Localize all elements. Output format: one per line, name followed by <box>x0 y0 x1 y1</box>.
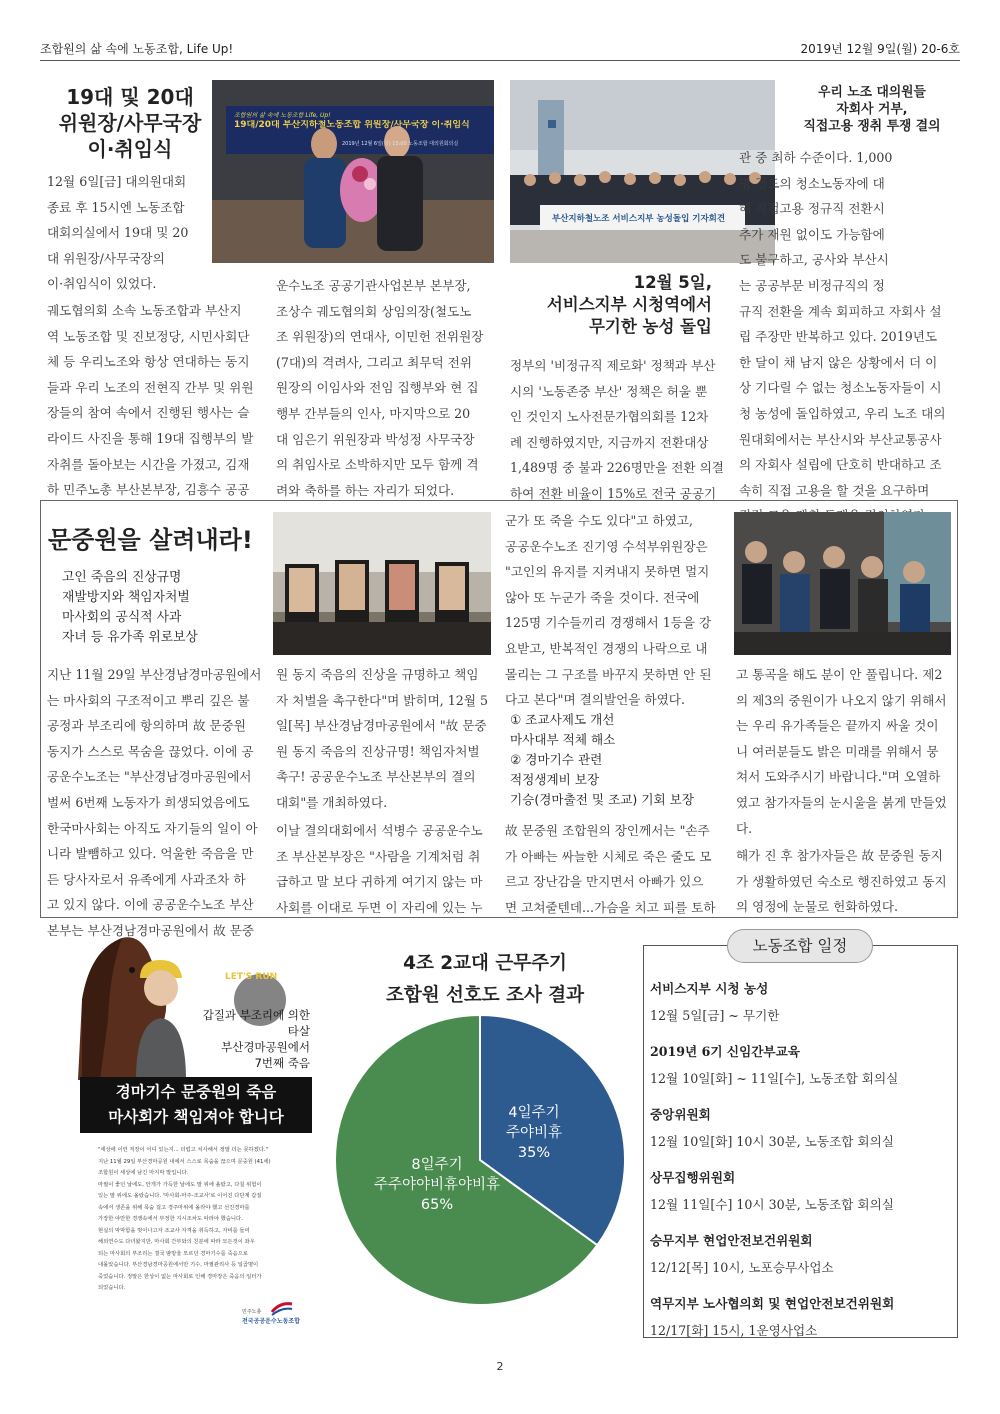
schedule-item-detail: 12월 10일[화] ~ 11일[수], 노동조합 회의실 <box>650 1071 899 1086</box>
article1-title-line: 19대 및 20대 <box>66 85 194 109</box>
schedule-item-title: 2019년 6기 신임간부교육 <box>650 1044 800 1059</box>
march-photo <box>273 512 491 655</box>
sidebar-line: 우리 노조 대의원들 <box>818 85 926 100</box>
schedule-item-detail: 12/17[화] 15시, 1운영사업소 <box>650 1323 818 1338</box>
schedule-item-title: 상무집행위원회 <box>650 1170 736 1185</box>
reform-item: 적정생계비 보장 <box>510 772 600 787</box>
demands-list <box>62 568 262 648</box>
article3-para4: 군가 또 죽을 수도 있다"고 하였고, 공공운수노조 진기영 수석부위원장은 "고인의 유지를 지켜내지 못하면 멀지 않아 또 누군가 죽을 것이다. 전국에 125명 기수들끼리 경쟁해서 1등을 강 요받고, 반복적인 경쟁의 나락으로 내 몰리는 그 구조를 바꾸지 못하면 안 된 다고 본다"며 결의발언을 하였다. <box>505 513 712 708</box>
poster-headline-line: 마사회가 책임져야 합니다 <box>108 1108 284 1126</box>
article3-para5: 故 문중원 조합원의 장인께서는 "손주 가 아빠는 싸늘한 시체로 죽은 줄도 모 르고 장난감을 만지면서 아빠가 있으 면 고쳐줄텐데...가슴을 치고 피를 토하 <box>505 823 716 915</box>
schedule-item <box>650 978 950 1041</box>
slice-label-value: 35% <box>517 1145 551 1161</box>
schedule-item <box>650 1041 950 1104</box>
article2-para2: 관 중 최하 수준이다. 1,000 명 정도의 청소노동자에 대 해 직접고용 정규직 전환시 추가 재원 없이도 가능함에 도 불구하고, 공사와 부산시 는 공공부문 비정규직의 정 규직 전환을 계속 회피하고 자회사 설 립 주장만 반복하고 있다. 2019년도 한 달이 채 남지 않은 상황에서 더 이 상 기다릴 수 없는 청소노동자들이 시 청 농성에 돌입하였고, 우리 노조 대의 원대회에서는 부산시와 부산교통공사 의 자회사 설립에 단호히 반대하고 조 속히 직접 고용을 할 것을 요구하며 <box>739 150 946 498</box>
article3-title: 문중원을 살려내라! <box>48 526 253 554</box>
newsletter-slogan: 조합원의 삶 속에 노동조합, Life Up! <box>40 42 234 56</box>
article1-para1: 12월 6일[금] 대의원대회 종료 후 15시엔 노동조합 대회의실에서 19대 및 20 대 위원장/사무국장의 이·취임식이 있었다. <box>47 174 189 292</box>
march-photo-image <box>273 512 491 655</box>
poster-body-line: 해외연수도 다녀왔지만, 마사회 간부와의 친분에 따라 모든것이 좌우 <box>98 1239 255 1245</box>
slice-label-8day <box>362 1155 512 1215</box>
poster-body <box>98 1145 328 1295</box>
schedule-item-detail: 12월 10일[화] 10시 30분, 노동조합 회의실 <box>650 1134 894 1149</box>
photo-banner-main: 19대/20대 부산지하철노동조합 위원장/사무국장 이·취임식 <box>234 120 470 130</box>
article3-para7: 해가 진 후 참가자들은 故 문중원 동지 가 생활하였던 숙소로 행진하였고 동지 의 영정에 눈물로 헌화하였다. <box>736 848 947 915</box>
schedule-item-title: 역무지부 노사협의회 및 현업안전보건위원회 <box>650 1296 895 1311</box>
slice-label-line: 주주야야비휴야비휴 <box>373 1177 501 1193</box>
union-logo-mark <box>270 1300 294 1316</box>
schedule-item-detail: 12월 5일[금] ~ 무기한 <box>650 1008 780 1023</box>
poster-body-line: 속에서 생존을 위해 목숨 걸고 경주마위에 올라야 했고 선진경마를 <box>98 1204 250 1211</box>
survey-title-line: 4조 2교대 근무주기 <box>403 953 567 974</box>
photo-banner-small: 조합원의 삶 속에 노동조합 Life, Up! <box>234 112 331 119</box>
issue-date: 2019년 12월 9일(월) 20-6호 <box>800 42 960 56</box>
article2-title <box>512 272 712 338</box>
poster-caption-line: 7번째 죽음 <box>254 1056 310 1070</box>
poster-body-line: 조합원이 세상에 남긴 마지막 말입니다. <box>98 1170 189 1176</box>
slice-label-value: 65% <box>420 1197 454 1213</box>
union-logo-name: 전국공공운수노동조합 <box>242 1318 300 1325</box>
article1-title-line: 이·취임식 <box>87 137 173 161</box>
memorial-poster <box>60 930 330 1330</box>
article1-title <box>55 84 205 162</box>
header-divider <box>40 60 960 61</box>
survey-title <box>355 948 615 1012</box>
slice-label-line: 주야비휴 <box>505 1125 563 1141</box>
poster-headline-line: 경마기수 문중원의 죽음 <box>115 1083 277 1101</box>
reform-item: ② 경마기수 관련 <box>510 752 603 767</box>
poster-body-line: 현실의 막막함을 벗어나고자 조교사 자격을 취득하고, 자비를 들여 <box>98 1227 250 1234</box>
article2-sidebar <box>782 84 962 135</box>
demand-item: 고인 죽음의 진상규명 <box>62 570 182 585</box>
reform-item: 기승(경마출전 및 조교) 기회 보장 <box>510 792 694 807</box>
poster-headline <box>80 1077 312 1133</box>
photo-banner-date: 2019년 12월 6일(금) 15:00 노동조합 대의원회의실 <box>342 141 459 147</box>
schedule-item-title: 중앙위원회 <box>650 1107 711 1122</box>
reform-item: 마사대부 적체 해소 <box>510 732 616 747</box>
poster-body-line: 되었습니다. <box>98 1285 126 1291</box>
article3-para6: 고 통곡을 해도 분이 안 풀립니다. 제2 의 제3의 중원이가 나오지 않기 위해서 는 우리 유가족들은 끝까지 싸울 것이 니 여러분들도 밝은 미래를 위해서 뭉 쳐서 도와주시기 바랍니다."며 오열하 였고 참가자들의 눈시울을 붉게 만들었 다. <box>736 667 947 836</box>
article1-para3: 운수노조 공공기관사업본부 본부장, 조상수 궤도협의회 상임의장(철도노 조 위원장)의 연대사, 이민헌 전위원장 (7대)의 격려사, 그리고 최무덕 전위 원장의 이임사와 전임 집행부와 현 집 행부 간부들의 인사, 마지막으로 20 대 임은기 위원장과 박성정 사무국장 의 취임사로 소박하지만 모두 함께 격 려와 축하를 하는 자리가 되었다. <box>276 278 484 498</box>
strike-photo <box>510 80 775 263</box>
article3-para2: 원 동지 죽음의 진상을 규명하고 책임 자 처벌을 촉구한다"며 밝히며, 12월 5 일[목] 부산경남경마공원에서 "故 문중 원 동지 죽음의 진상규명! 책임자처벌 촉구! 공공운수노조 부산본부의 결의 대회"를 개최하였다. <box>276 667 489 810</box>
poster-body-line: 지난 11월 29일 부산경마공원 내에서 스스로 목숨을 끊으며 문중원 (41세) <box>98 1158 271 1165</box>
slice-label-line: 4일주기 <box>508 1105 560 1121</box>
sidebar-line: 자회사 거부, <box>836 102 908 117</box>
memorial-photo <box>734 512 951 655</box>
schedule-item <box>650 1293 950 1356</box>
schedule-title: 노동조합 일정 <box>727 929 873 963</box>
schedule-item <box>650 1230 950 1293</box>
article2-title-line: 서비스지부 시청역에서 <box>546 295 712 314</box>
poster-caption <box>190 1007 310 1071</box>
memorial-photo-image <box>734 512 951 655</box>
article2-para1: 정부의 '비정규직 제로화' 정책과 부산 시의 '노동존중 부산' 정책은 허울 뿐 인 것인지 노사전문가협의회를 12차 례 진행하였지만, 지금까지 전환대상 1,489명 중 불과 226명만을 전환 의결 하여 전환 비율이 15%로 전국 공공기 <box>510 358 724 501</box>
demand-item: 마사회의 공식적 사과 <box>62 610 182 625</box>
poster-body-line: 죽었습니다. 정말은 한상이 없는 마사회로 인해 경마장은 죽음의 일터가 <box>98 1273 262 1280</box>
union-logo-small: 민주노총 <box>242 1309 262 1315</box>
schedule-item <box>650 1104 950 1167</box>
article3-para1: 지난 11월 29일 부산경남경마공원에서 는 마사회의 구조적이고 뿌리 깊은 불 공정과 부조리에 항의하며 故 문중원 동지가 스스로 목숨을 끊었다. 이에 공 공운수노조는 "부산경남경마공원에서 벌써 6번째 노동자가 희생되었음에도 한국마사회는 아직도 자기들의 일이 아 니라 발뺌하고 있다. 억울한 죽음을 만 든 당사자로서 유족에게 사과조차 하 고 있지 않다. 이에 공공운수노조 부산 본부는 부산경남경마공원에서 故 문중 <box>47 667 262 938</box>
article1-para2: 궤도협의회 소속 노동조합과 부산지 역 노동조합 및 진보정당, 시민사회단 체 등 우리노조와 항상 연대하는 동지 들과 우리 노조의 전현직 간부 및 위원 장들의 참여 속에서 진행된 행사는 슬 라이드 사진을 통해 19대 집행부의 발 자취를 돌아보는 시간을 가졌고, 김재 하 민주노총 부산본부장, 김흥수 공공 <box>47 303 254 498</box>
poster-body-line: 있는 말 위에도 올랐습니다. '마사회-마주-조교사'로 이어진 다단계 갑질 <box>98 1193 262 1199</box>
strike-banner: 부산지하철노조 서비스지부 농성돌입 기자회견 <box>552 214 726 224</box>
poster-body-line: 내몰았습니다. 부산경남경마공원에서만 기수, 마필관리사 등 일곱명이 <box>98 1262 259 1268</box>
demand-item: 자녀 등 유가족 위로보상 <box>62 630 198 645</box>
article1-title-line: 위원장/사무국장 <box>58 111 202 135</box>
strike-photo-image <box>510 80 775 263</box>
sidebar-line: 직접고용 쟁취 투쟁 결의 <box>803 119 941 134</box>
demand-item: 재발방지와 책임자처벌 <box>62 590 190 605</box>
slice-label-4day <box>493 1103 575 1163</box>
reforms-list <box>510 710 726 810</box>
schedule-item-detail: 12/12[목] 10시, 노포승무사업소 <box>650 1260 834 1275</box>
page-number: 2 <box>496 1360 504 1373</box>
reform-item: ① 조교사제도 개선 <box>510 712 615 727</box>
article2-title-line: 무기한 농성 돌입 <box>588 317 712 336</box>
poster-body-line: 되는 마사회의 부조리는 결국 땀방울 모르던 경마기수를 죽음으로 <box>98 1250 248 1257</box>
helmet-text: LET'S RUN <box>225 972 278 982</box>
schedule-item-title: 승무지부 현업안전보건위원회 <box>650 1233 813 1248</box>
schedule-item-title: 서비스지부 시청 농성 <box>650 981 769 996</box>
poster-body-line: 마필이 좋던 날에도, 안개가 가득한 날에도 말 위에 올랐고, 다칠 위험이 <box>98 1181 262 1188</box>
slice-label-line: 8일주기 <box>411 1157 463 1173</box>
article3-para3: 이날 결의대회에서 석병수 공공운수노 조 부산본부장은 "사람을 기계처럼 취 급하고 말 보다 귀하게 여기지 않는 마 사회를 이대로 두면 이 자리에 있는 누 <box>276 823 483 915</box>
poster-body-line: "세상에 이런 직장이 어디 있는지... 더럽고 치사해서 정말 더는 못하겠다." <box>98 1147 269 1153</box>
poster-body-line: 가장한 야만한 경쟁속에서 부정한 지시조차도 따라야 했습니다. <box>98 1216 243 1222</box>
schedule-item-detail: 12월 11일[수] 10시 30분, 노동조합 회의실 <box>650 1197 894 1212</box>
poster-caption-line: 부산경마공원에서 <box>221 1040 310 1054</box>
survey-title-line: 조합원 선호도 조사 결과 <box>385 985 585 1006</box>
poster-caption-line: 갑질과 부조리에 의한 타살 <box>202 1008 310 1038</box>
article2-title-line: 12월 5일, <box>633 273 712 292</box>
schedule-list <box>650 978 950 1356</box>
ceremony-photo <box>212 80 494 263</box>
schedule-item <box>650 1167 950 1230</box>
ceremony-photo-image <box>212 80 494 263</box>
